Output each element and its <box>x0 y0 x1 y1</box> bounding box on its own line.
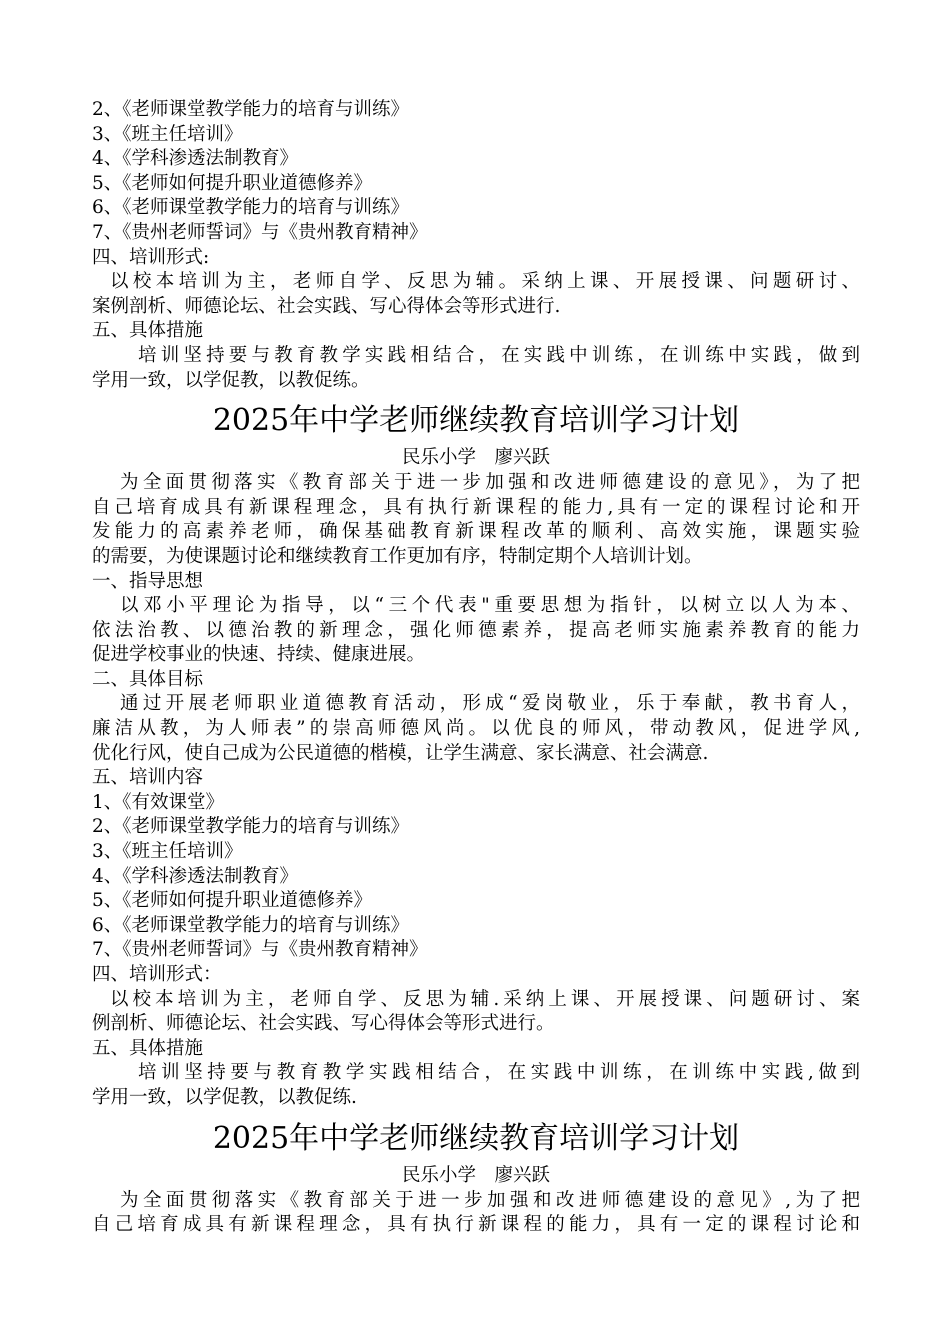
paragraph-line: 以校本培训为主，老师自学、反思为辅。采纳上课、开展授课、问题研讨、 <box>110 271 860 293</box>
paragraph-line: 依法治教、以德治教的新理念，强化师德素养，提高老师实施素养教育的能力 <box>92 619 860 641</box>
paragraph-line: 自己培育成具有新课程理念，具有执行新课程的能力，具有一定的课程讨论和 <box>92 1214 860 1236</box>
section-heading: 一、指导思想 <box>92 570 204 592</box>
paragraph-line: 学用一致，以学促教，以教促练。 <box>92 369 370 391</box>
paragraph-line: 培训坚持要与教育教学实践相结合，在实践中训练，在训练中实践，做到 <box>138 344 860 366</box>
list-item: 4、《学科渗透法制教育》 <box>92 865 299 887</box>
section-heading: 五、培训内容 <box>92 767 204 789</box>
paragraph-line: 为全面贯彻落实《教育部关于进一步加强和改进师德建设的意见》，为了把 <box>120 472 860 494</box>
paragraph-line: 通过开展老师职业道德教育活动，形成“爱岗敬业，乐于奉献，教书育人， <box>120 693 860 715</box>
list-item: 1、《有效课堂》 <box>92 791 225 813</box>
list-item: 4、《学科渗透法制教育》 <box>92 148 299 170</box>
paragraph-line: 发能力的高素养老师，确保基础教育新课程改革的顺利、高效实施，课题实验 <box>92 521 860 543</box>
list-item: 5、《老师如何提升职业道德修养》 <box>92 890 373 912</box>
paragraph-line: 学用一致，以学促教，以教促练. <box>92 1086 357 1108</box>
paragraph-line: 培训坚持要与教育教学实践相结合，在实践中训练，在训练中实践,做到 <box>138 1062 860 1084</box>
list-item: 6、《老师课堂教学能力的培育与训练》 <box>92 197 410 219</box>
section-heading: 四、培训形式: <box>92 246 210 268</box>
section-heading: 二、具体目标 <box>92 668 204 690</box>
author-line: 民乐小学 廖兴跃 <box>401 1164 550 1186</box>
paragraph-line: 为全面贯彻落实《教育部关于进一步加强和改进师德建设的意见》,为了把 <box>120 1189 860 1211</box>
paragraph-line: 以校本培训为主，老师自学、反思为辅.采纳上课、开展授课、问题研讨、案 <box>110 988 860 1010</box>
list-item: 7、《贵州老师誓词》与《贵州教育精神》 <box>92 939 428 961</box>
paragraph-line: 以邓小平理论为指导，以“三个代表"重要思想为指针，以树立以人为本、 <box>120 595 860 617</box>
document-page <box>92 98 860 1238</box>
section-heading: 五、具体措施 <box>92 1037 204 1059</box>
list-item: 7、《贵州老师誓词》与《贵州教育精神》 <box>92 221 428 243</box>
list-item: 2、《老师课堂教学能力的培育与训练》 <box>92 816 410 838</box>
list-item: 3、《班主任培训》 <box>92 841 243 863</box>
document-title: 2025年中学老师继续教育培训学习计划 <box>212 1120 740 1156</box>
section-heading: 四、培训形式： <box>92 964 222 985</box>
paragraph-line: 促进学校事业的快速、持续、健康进展。 <box>92 644 426 666</box>
document-title: 2025年中学老师继续教育培训学习计划 <box>212 403 740 439</box>
list-item: 6、《老师课堂教学能力的培育与训练》 <box>92 914 410 936</box>
paragraph-line: 优化行风，使自己成为公民道德的楷模，让学生满意、家长满意、社会满意. <box>92 742 709 764</box>
author-line: 民乐小学 廖兴跃 <box>401 447 550 469</box>
paragraph-line: 的需要，为使课题讨论和继续教育工作更加有序，特制定期个人培训计划。 <box>92 545 703 567</box>
list-item: 2、《老师课堂教学能力的培育与训练》 <box>92 99 410 120</box>
list-item: 3、《班主任培训》 <box>92 123 243 145</box>
section-heading: 五、具体措施 <box>92 320 204 342</box>
paragraph-line: 案例剖析、师德论坛、社会实践、写心得体会等形式进行. <box>92 295 561 317</box>
list-item: 5、《老师如何提升职业道德修养》 <box>92 172 373 194</box>
paragraph-line: 例剖析、师德论坛、社会实践、写心得体会等形式进行。 <box>92 1013 555 1035</box>
paragraph-line: 廉洁从教，为人师表”的崇高师德风尚。以优良的师风，带动教风，促进学风, <box>92 718 860 740</box>
paragraph-line: 自己培育成具有新课程理念，具有执行新课程的能力,具有一定的课程讨论和开 <box>92 496 860 518</box>
